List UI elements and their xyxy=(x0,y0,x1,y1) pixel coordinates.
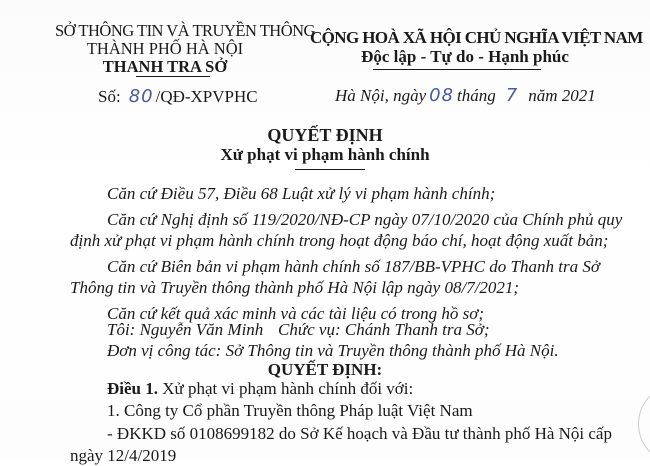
header-right-divider xyxy=(373,69,541,70)
year-text: năm 2021 xyxy=(528,86,596,105)
article-1 xyxy=(107,379,413,399)
preamble-1: Căn cứ Điều 57, Điều 68 Luật xử lý vi phạm hành chính; xyxy=(107,184,496,203)
document-title: QUYẾT ĐỊNH xyxy=(267,125,383,145)
header-left-divider xyxy=(136,76,210,77)
doc-number-suffix: /QĐ-XPVPHC xyxy=(155,87,258,106)
decision-heading: QUYẾT ĐỊNH: xyxy=(267,360,383,379)
issuing-agency xyxy=(55,21,315,76)
signer-unit: Đơn vị công tác: Sở Thông tin và Truyền thông thành phố Hà Nội. xyxy=(107,341,559,360)
article-1-label: Điều 1. xyxy=(107,379,158,398)
signer-position: Chức vụ: Chánh Thanh tra Sở; xyxy=(278,320,490,339)
registration-date: ngày 12/4/2019 xyxy=(70,446,177,465)
doc-number-handwritten: 80 xyxy=(128,86,154,107)
preamble-3-line-1: Căn cứ Biên bản vi phạm hành chính số 187/BB-VPHC do Thanh tra Sở xyxy=(107,257,600,276)
national-motto: Độc lập - Tự do - Hạnh phúc xyxy=(361,47,569,66)
article-1-text: Xử phạt vi phạm hành chính đối với: xyxy=(158,379,414,398)
document-number xyxy=(98,86,258,107)
preamble-2-line-1: Căn cứ Nghị định số 119/2020/NĐ-CP ngày 07/10/2020 của Chính phủ quy xyxy=(107,210,623,229)
issue-date xyxy=(335,85,596,106)
official-stamp xyxy=(638,388,650,460)
agency-line-1: SỞ THÔNG TIN VÀ TRUYỀN THÔNG xyxy=(55,21,315,40)
month-label: tháng xyxy=(457,86,496,105)
signer-name: Tôi: Nguyễn Văn Minh xyxy=(107,320,264,339)
doc-number-label: Số: xyxy=(98,87,121,106)
day-handwritten: 08 xyxy=(429,85,455,106)
title-divider xyxy=(295,169,365,170)
country-name: CỘNG HOÀ XÃ HỘI CHỦ NGHĨA VIỆT NAM xyxy=(310,28,643,47)
month-handwritten: 7 xyxy=(505,85,519,106)
national-header xyxy=(310,28,643,66)
preamble-2-line-2: định xử phạt vi phạm hành chính trong hoạt động báo chí, hoạt động xuất bản; xyxy=(70,231,609,250)
violator-entity: 1. Công ty Cổ phần Truyền thông Pháp luật Việt Nam xyxy=(107,401,473,420)
preamble-4: Căn cứ kết quả xác minh và các tài liệu có trong hồ sơ; xyxy=(107,304,484,323)
department-name: THANH TRA SỞ xyxy=(102,57,228,76)
document-subtitle: Xử phạt vi phạm hành chính xyxy=(220,145,430,164)
business-registration: - ĐKKD số 0108699182 do Sở Kế hoạch và Đầu tư thành phố Hà Nội cấp xyxy=(107,424,612,443)
date-prefix: Hà Nội, ngày xyxy=(335,86,427,105)
agency-line-2: THÀNH PHỐ HÀ NỘI xyxy=(86,39,244,58)
preamble-3-line-2: Thông tin và Truyền thông thành phố Hà Nội lập ngày 08/7/2021; xyxy=(70,278,520,297)
